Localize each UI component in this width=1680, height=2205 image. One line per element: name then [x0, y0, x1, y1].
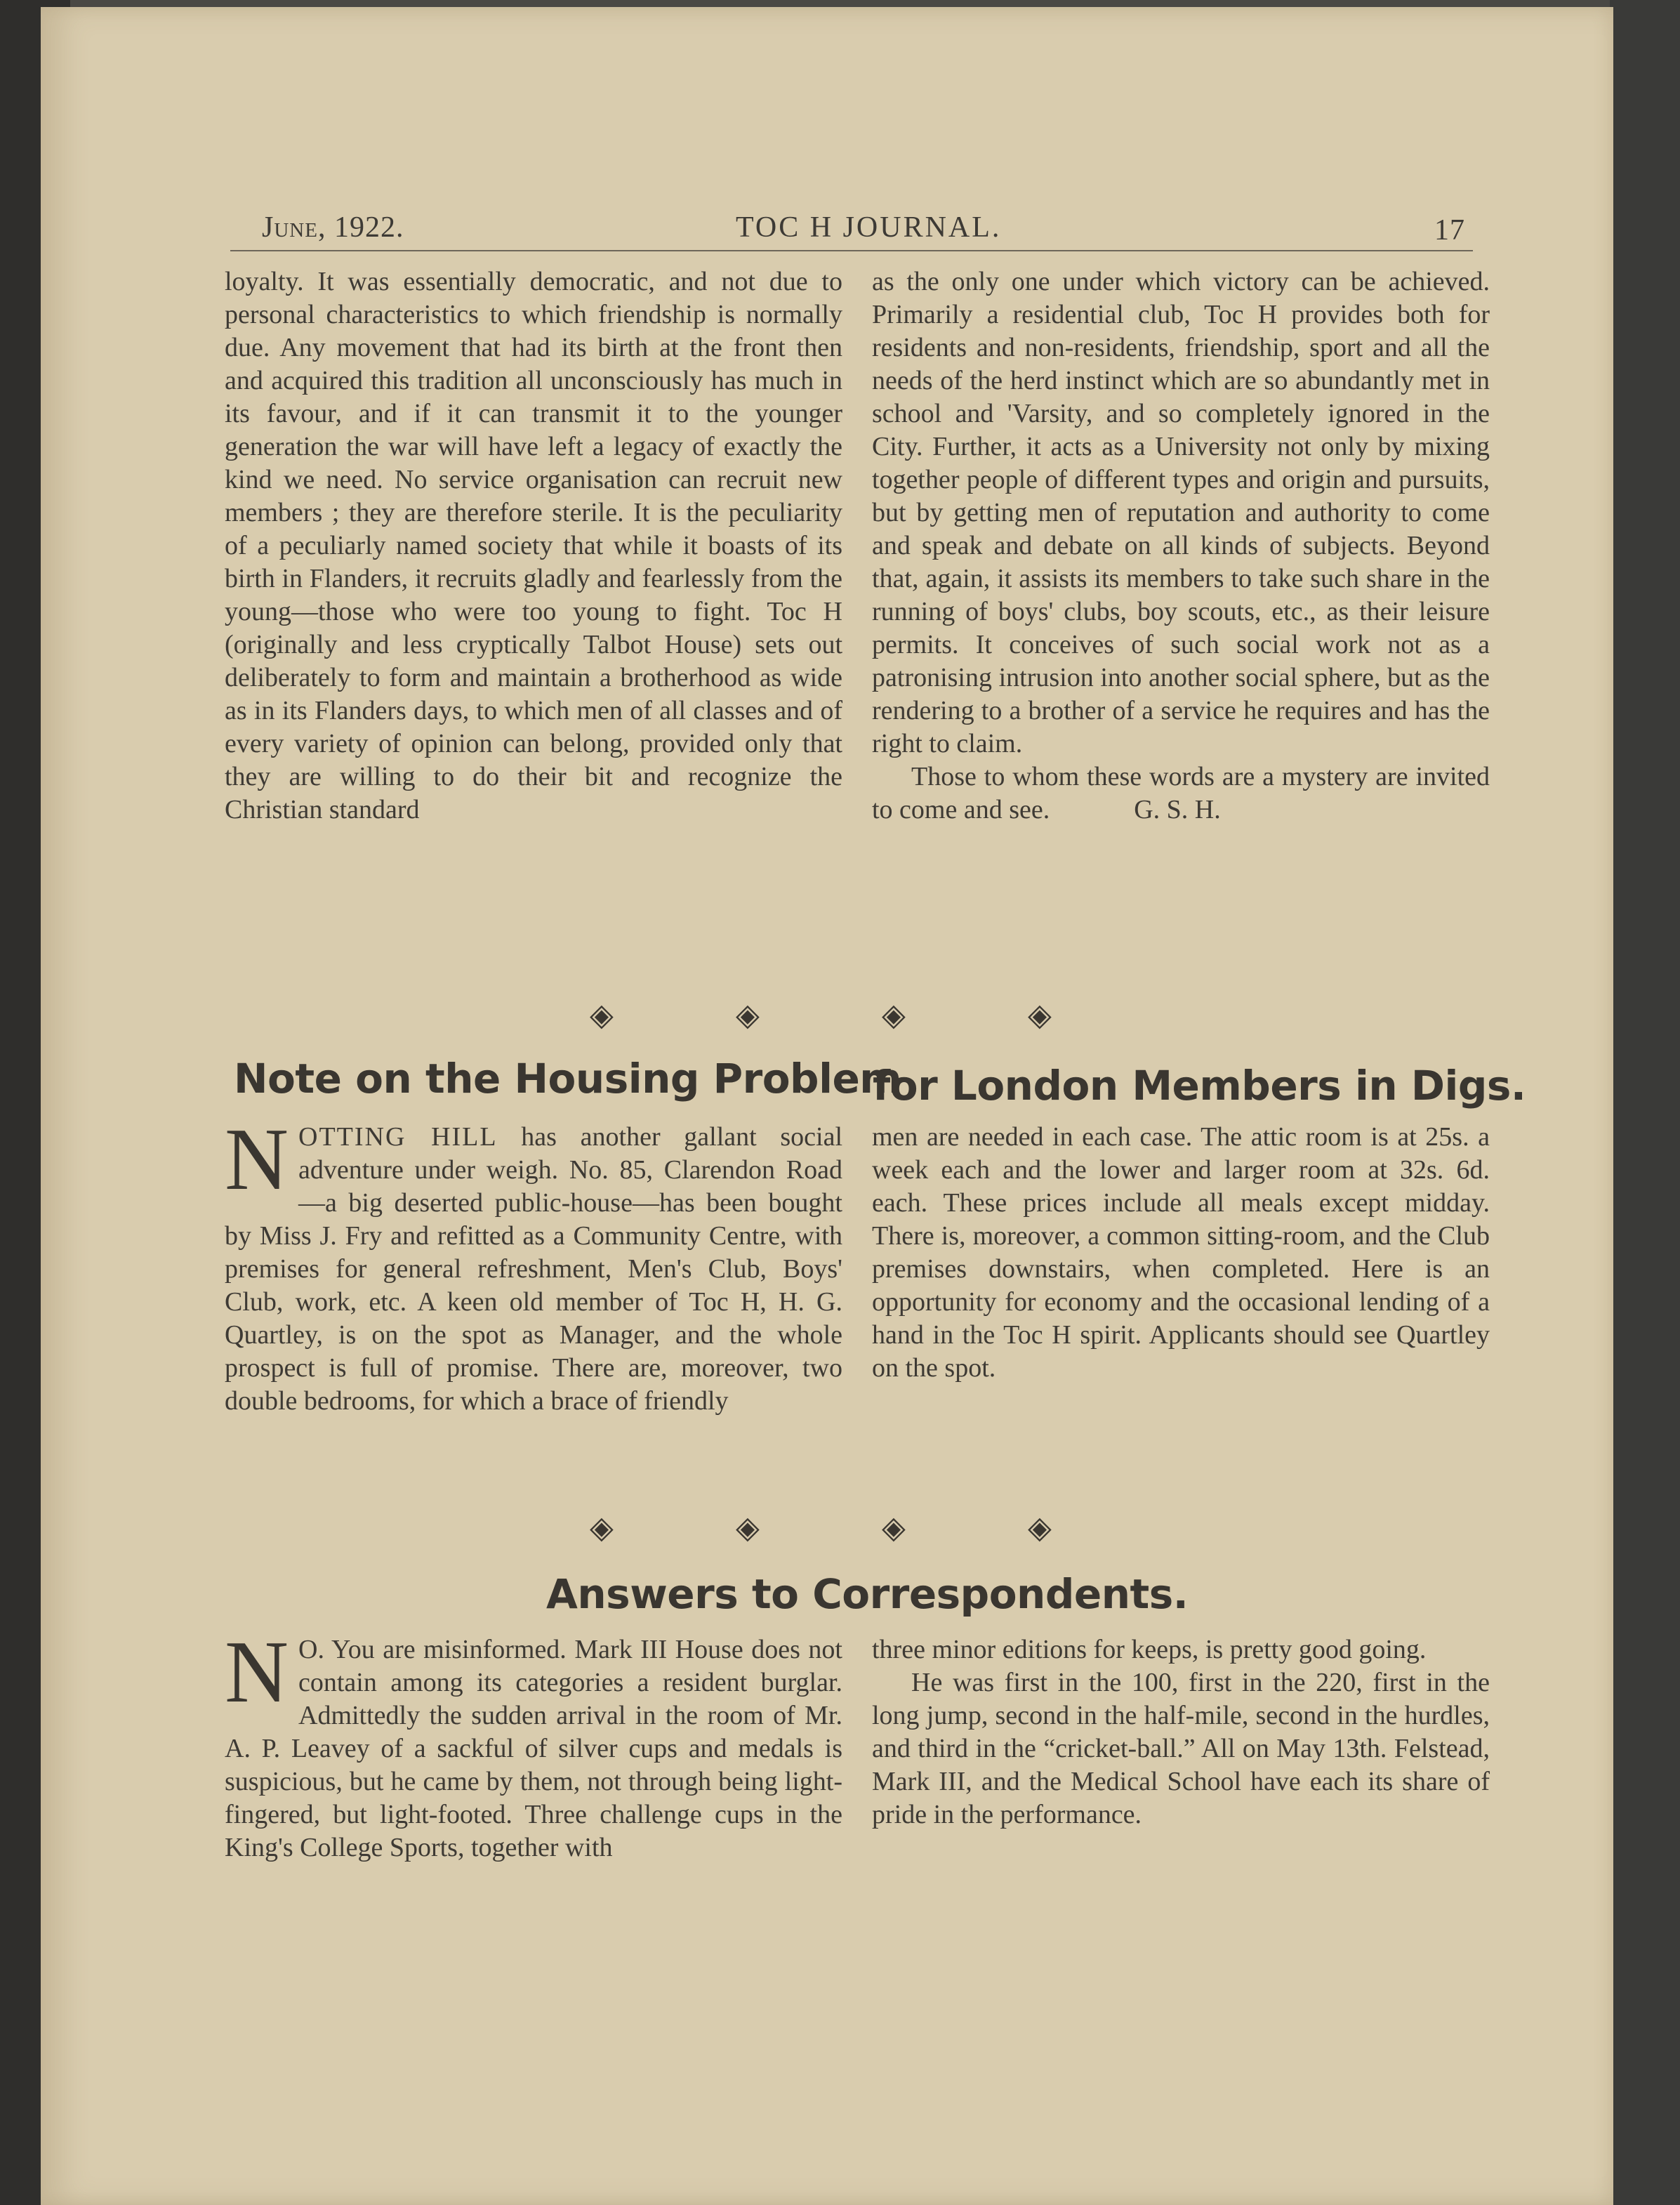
opening-small-caps: OTTING HILL	[298, 1122, 498, 1152]
diamond-ornament-icon: ◈	[590, 998, 614, 1032]
drop-cap: N	[225, 1624, 289, 1721]
article2-left-paragraph	[225, 1111, 843, 1418]
article1-invitation: Those to whom these words are a mystery are invited to come and see.	[872, 762, 1490, 824]
diamond-ornament-icon: ◈	[590, 1510, 614, 1545]
diamond-ornament-icon: ◈	[882, 1510, 906, 1545]
diamond-ornament-icon: ◈	[736, 1510, 760, 1545]
journal-page	[41, 7, 1613, 2205]
scan-edge-right	[1610, 0, 1680, 2205]
article1-closing-paragraph	[872, 761, 1490, 827]
diamond-ornament-icon: ◈	[1028, 1510, 1052, 1545]
page-number: 17	[1434, 214, 1465, 246]
article2-heading-left: Note on the Housing Problem	[234, 1055, 902, 1102]
header-rule	[230, 250, 1473, 251]
ornament-separator	[223, 1510, 1487, 1552]
article1-left-text: loyalty. It was essentially democratic, and not due to personal characteristics to which friendship is normally due. Any movement that had its birth at the front then and acquired this tradition all unconsciously has much in its favour, and if it can transmit it to the younger generation the war will have left a legacy of exactly the kind we need. No service organisation can recruit new members ; they are therefore sterile. It is the peculiarity of a peculiarly named society that while it boasts of its birth in Flanders, it recruits gladly and fearlessly from the young—those who were too young to fight. Toc H (originally and less cryptically Talbot House) sets out deliberately to form and maintain a brotherhood as wide as in its Flanders days, to which men of all classes and of every variety of opinion can belong, provided only that they are willing to do their bit and recognize the Christian standard	[225, 267, 842, 824]
article3-right-text-1: three minor editions for keeps, is pretty good going.	[872, 1635, 1427, 1664]
article2-left-column	[225, 1111, 843, 1418]
diamond-ornament-icon: ◈	[736, 998, 760, 1032]
article3-right-text-2: He was first in the 100, first in the 220, first in the long jump, second in the half-mile, second in the hurdles, and third in the “cricket-ball.” All on May 13th. Felstead, Mark III, and the Medical School have each its share of pride in the performance.	[872, 1668, 1490, 1829]
article1-left-column	[225, 265, 842, 827]
diamond-ornament-icon: ◈	[882, 998, 906, 1032]
article3-left-column	[225, 1624, 842, 1864]
article3-left-paragraph	[225, 1624, 842, 1864]
article3-left-text: O. You are misinformed. Mark III House does not contain among its categories a resident burglar. Admittedly the sudden arrival in the room of Mr. A. P. Leavey of a sackful of silver cups and medals is suspicious, but he came by them, not through being light-fingered, but light-footed. Three challenge cups in the King's College Sports, together with	[225, 1635, 842, 1862]
diamond-ornament-icon: ◈	[1028, 998, 1052, 1032]
article3-heading: Answers to Correspondents.	[546, 1570, 1189, 1618]
drop-cap: N	[225, 1111, 289, 1209]
journal-title: TOC H JOURNAL.	[736, 211, 1002, 244]
article3-right-column	[872, 1633, 1490, 1831]
article1-right-text: as the only one under which victory can be achieved. Primarily a residential club, Toc H provides both for residents and non-residents, friendship, sport and all the needs of the herd instinct which are so abundantly met in school and 'Varsity, and so completely ignored in the City. Further, it acts as a University not only by mixing together people of different types and origin and pursuits, but by getting men of reputation and authority to come and speak and debate on all kinds of subjects. Beyond that, again, it assists its members to take such share in the running of boys' clubs, boy scouts, etc., as their leisure permits. It conceives of such social work not as a patronising intrusion into another social sphere, but as the rendering to a brother of a service he requires and has the right to claim.	[872, 267, 1490, 758]
running-header	[220, 197, 1476, 253]
article1-signature: G. S. H.	[1134, 795, 1221, 824]
article1-right-column	[872, 265, 1490, 827]
article2-right-column	[872, 1121, 1490, 1385]
article2-right-text: men are needed in each case. The attic room is at 25s. a week each and the lower and larger room at 32s. 6d. each. These prices include all meals except midday. There is, moreover, a common sitting-room, and the Club premises downstairs, when completed. Here is an opportunity for economy and the occasional lending of a hand in the Toc H spirit. Applicants should see Quartley on the spot.	[872, 1122, 1490, 1383]
article2-left-text: has another gallant social adventure under weigh. No. 85, Clarendon Road—a big deserted public-house—has been bought by Miss J. Fry and refitted as a Community Centre, with premises for general refreshment, Men's Club, Boys' Club, work, etc. A keen old member of Toc H, H. G. Quartley, is on the spot as Manager, and the whole prospect is full of promise. There are, moreover, two double bedrooms, for which a brace of friendly	[225, 1122, 843, 1416]
article2-heading-right: for London Members in Digs.	[873, 1062, 1526, 1110]
ornament-separator	[223, 997, 1487, 1039]
issue-date: June, 1922.	[262, 211, 404, 244]
